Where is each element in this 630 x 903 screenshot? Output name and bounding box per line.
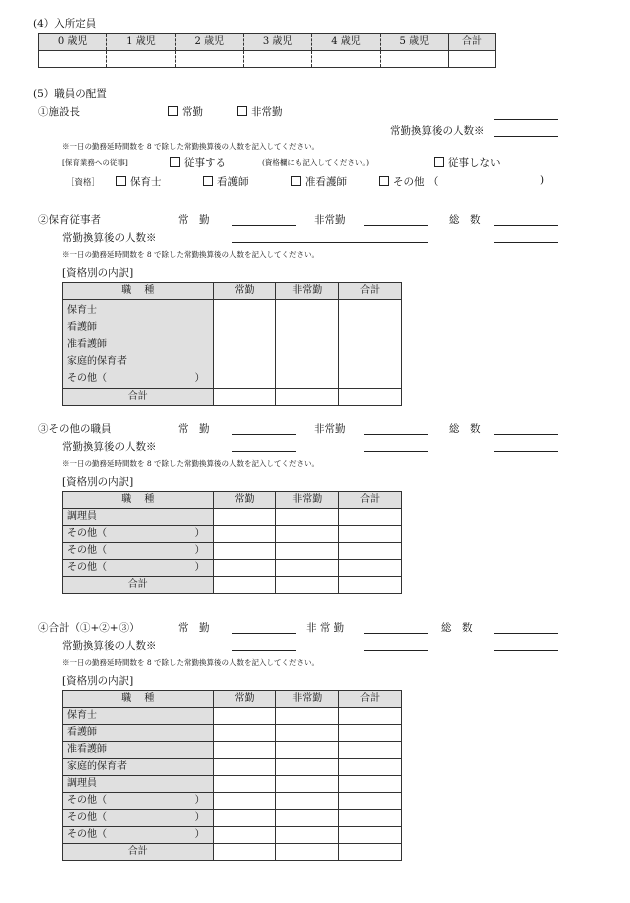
total-row-label: 合計 [63,389,214,406]
total-row-label: 合計 [63,577,214,594]
capacity-cell[interactable] [175,51,243,68]
cell-input[interactable] [339,708,402,725]
sum-label: ④合計（①+②+③） [38,622,140,634]
cell-input[interactable] [213,526,276,543]
nursery-label: ②保育従事者 [38,214,101,226]
cell-input[interactable] [213,708,276,725]
cell-input[interactable] [276,776,339,793]
nursery-conv-label: 常勤換算後の人数※ [62,232,157,244]
cell-input[interactable] [276,742,339,759]
cell-input[interactable] [276,577,339,594]
qual-close: ) [540,174,545,186]
qual-assoc-nurse-option[interactable]: 准看護師 [291,174,347,189]
col-job-header: 職 種 [63,283,214,300]
cell-input[interactable] [276,827,339,844]
capacity-cell[interactable] [380,51,448,68]
age-1-header: 1 歳児 [107,34,175,51]
director-conv-line[interactable] [494,136,558,137]
cell-input[interactable] [213,759,276,776]
nursery-total-label: 総 数 [449,214,481,226]
sum-conv-total-line[interactable] [494,650,558,651]
sum-conv-part-line[interactable] [364,650,428,651]
section-4-title: (4）入所定員 [33,18,97,30]
other-conv-part-line[interactable] [364,451,428,452]
age-2-header: 2 歳児 [175,34,243,51]
cell-input[interactable] [213,844,276,861]
capacity-cell[interactable] [107,51,175,68]
cell-input[interactable] [276,708,339,725]
cell-input[interactable] [339,526,402,543]
nursery-breakdown-table [62,282,402,406]
cell-input[interactable] [276,844,339,861]
cell-input[interactable] [213,810,276,827]
sum-breakdown-label: [資格別の内訳] [62,675,134,687]
checkbox-icon [203,176,213,186]
sum-part-line[interactable] [364,633,428,634]
job-row-other: その他（ ） [63,543,214,560]
other-conv-full-line[interactable] [232,451,296,452]
duty-label: [保育業務への従事] [62,158,128,167]
capacity-table [38,33,496,68]
cell-input[interactable] [276,543,339,560]
cell-input[interactable] [213,793,276,810]
other-part-line[interactable] [364,434,428,435]
cell-input[interactable] [276,759,339,776]
job-row-other: その他（ ） [63,793,214,810]
sum-total-label: 総 数 [441,622,473,634]
qual-nursery-option[interactable]: 保育士 [116,174,162,189]
nursery-note: ※一日の勤務延時間数を 8 で除した常勤換算後の人数を記入してください。 [62,250,320,259]
cell-input[interactable] [339,577,402,594]
cell-input[interactable] [339,844,402,861]
qual-nurse-option[interactable]: 看護師 [203,174,249,189]
other-breakdown-table [62,491,402,594]
col-total-header: 合計 [339,691,402,708]
sum-note: ※一日の勤務延時間数を 8 で除した常勤換算後の人数を記入してください。 [62,658,320,667]
director-note: ※一日の勤務延時間数を 8 で除した常勤換算後の人数を記入してください。 [62,142,320,151]
other-breakdown-label: [資格別の内訳] [62,476,134,488]
qual-other-option[interactable]: その他 （ [379,174,438,189]
nursery-job-list [63,300,214,389]
other-total-line[interactable] [494,434,558,435]
job-row-other: その他（ ） [63,827,214,844]
nursery-total-line[interactable] [494,225,558,226]
cell-input[interactable] [276,725,339,742]
cell-input[interactable] [276,810,339,827]
nursery-part-line[interactable] [364,225,428,226]
cell-input[interactable] [276,389,339,406]
job-row: 家庭的保育者 [67,356,127,367]
job-row-other: その他（ ） [63,526,214,543]
director-label: ①施設長 [38,106,80,118]
cell-input[interactable] [339,742,402,759]
nursery-full-label: 常 勤 [178,214,210,226]
director-line[interactable] [494,119,558,120]
job-row: 看護師 [63,725,214,742]
nursery-conv-line[interactable] [232,242,428,243]
cell-input[interactable] [339,543,402,560]
cell-input[interactable] [213,300,276,389]
other-staff-label: ③その他の職員 [38,423,112,435]
col-part-header: 非常勤 [276,283,339,300]
age-total-header: 合計 [448,34,495,51]
checkbox-icon [434,157,444,167]
job-row: 保育士 [67,305,97,316]
job-row: 看護師 [67,322,97,333]
col-total-header: 合計 [339,283,402,300]
other-full-line[interactable] [232,434,296,435]
cell-input[interactable] [339,793,402,810]
duty-yes-note: (資格欄にも記入してください。) [262,158,370,167]
cell-input[interactable] [339,389,402,406]
cell-input[interactable] [276,509,339,526]
job-row: 保育士 [63,708,214,725]
cell-input[interactable] [339,560,402,577]
other-part-label: 非常勤 [314,423,346,435]
checkbox-icon [170,157,180,167]
col-part-header: 非常勤 [276,691,339,708]
other-full-label: 常 勤 [178,423,210,435]
job-row: 調理員 [63,776,214,793]
checkbox-icon [291,176,301,186]
cell-input[interactable] [339,759,402,776]
col-job-header: 職 種 [63,691,214,708]
cell-input[interactable] [276,526,339,543]
job-row: 准看護師 [67,339,107,350]
cell-input[interactable] [276,560,339,577]
director-conv-label: 常勤換算後の人数※ [390,125,485,137]
cell-input[interactable] [213,577,276,594]
age-5-header: 5 歳児 [380,34,448,51]
nursery-part-label: 非常勤 [314,214,346,226]
other-total-label: 総 数 [449,423,481,435]
cell-input[interactable] [339,300,402,389]
cell-input[interactable] [213,543,276,560]
checkbox-icon [237,106,247,116]
cell-input[interactable] [213,776,276,793]
director-part-option[interactable]: 非常勤 [237,104,283,119]
checkbox-icon [379,176,389,186]
age-4-header: 4 歳児 [312,34,380,51]
job-row: 家庭的保育者 [63,759,214,776]
checkbox-icon [116,176,126,186]
cell-input[interactable] [339,776,402,793]
capacity-cell[interactable] [312,51,380,68]
section-5-title: (5）職員の配置 [33,88,107,100]
duty-no-option[interactable]: 従事しない [434,155,501,170]
job-row-other: その他（ ） [67,373,205,384]
cell-input[interactable] [339,509,402,526]
cell-input[interactable] [339,827,402,844]
cell-input[interactable] [213,742,276,759]
duty-yes-option[interactable]: 従事する [170,155,226,170]
capacity-cell[interactable] [39,51,107,68]
col-full-header: 常勤 [213,283,276,300]
other-conv-label: 常勤換算後の人数※ [62,441,157,453]
cell-input[interactable] [276,793,339,810]
job-row-other: その他（ ） [63,810,214,827]
col-total-header: 合計 [339,492,402,509]
sum-part-label: 非 常 勤 [306,622,345,634]
cell-input[interactable] [276,300,339,389]
age-3-header: 3 歳児 [243,34,311,51]
director-full-option[interactable]: 常勤 [168,104,203,119]
nursery-full-line[interactable] [232,225,296,226]
nursery-conv-total-line[interactable] [494,242,558,243]
sum-conv-label: 常勤換算後の人数※ [62,640,157,652]
total-row-label: 合計 [63,844,214,861]
job-row-other: その他（ ） [63,560,214,577]
age-0-header: 0 歳児 [39,34,107,51]
sum-conv-full-line[interactable] [232,650,296,651]
col-full-header: 常勤 [213,492,276,509]
qual-label: ［資格］ [66,178,101,188]
sum-total-line[interactable] [494,633,558,634]
col-part-header: 非常勤 [276,492,339,509]
checkbox-icon [168,106,178,116]
cell-input[interactable] [213,509,276,526]
col-full-header: 常勤 [213,691,276,708]
sum-full-line[interactable] [232,633,296,634]
col-job-header: 職 種 [63,492,214,509]
nursery-breakdown-label: [資格別の内訳] [62,267,134,279]
capacity-cell[interactable] [243,51,311,68]
other-conv-total-line[interactable] [494,451,558,452]
capacity-cell[interactable] [448,51,495,68]
other-note: ※一日の勤務延時間数を 8 で除した常勤換算後の人数を記入してください。 [62,459,320,468]
cell-input[interactable] [213,389,276,406]
sum-full-label: 常 勤 [178,622,210,634]
cell-input[interactable] [339,810,402,827]
cell-input[interactable] [213,827,276,844]
cell-input[interactable] [339,725,402,742]
cell-input[interactable] [213,560,276,577]
sum-breakdown-table [62,690,402,861]
job-row: 准看護師 [63,742,214,759]
cell-input[interactable] [213,725,276,742]
job-row: 調理員 [63,509,214,526]
